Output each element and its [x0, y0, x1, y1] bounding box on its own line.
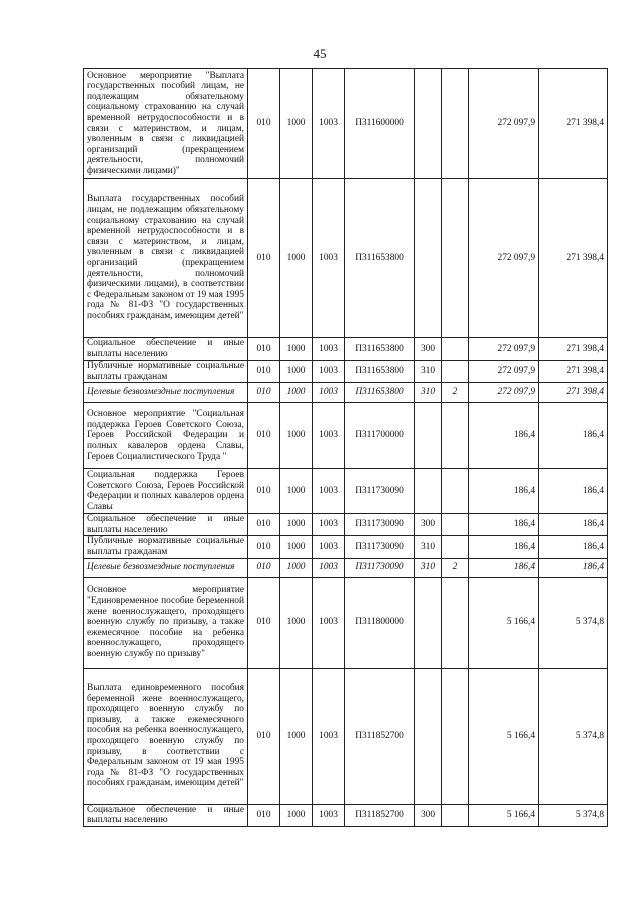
cell-section-code: 1000 [280, 469, 313, 514]
cell-expense-type [415, 179, 442, 338]
cell-target-article: П311800000 [345, 577, 415, 668]
cell-name: Социальная поддержка Героев Советского Союза, Героев Российской Федерации и полных кавалеров ордена Славы [84, 469, 248, 514]
cell-subsection-code: 1003 [313, 804, 345, 826]
cell-target-article: П311730090 [345, 514, 415, 536]
cell-target-article: П311852700 [345, 804, 415, 826]
cell-funding-source [442, 361, 469, 383]
cell-amount-first-year: 5 166,4 [469, 577, 539, 668]
cell-target-article: П311653800 [345, 338, 415, 361]
cell-target-article: П311700000 [345, 403, 415, 469]
cell-ministry-code: 010 [248, 69, 280, 179]
cell-name: Социальное обеспечение и иные выплаты населению [84, 804, 248, 826]
cell-name: Выплата государственных пособий лицам, не подлежащим обязательному социальному страхованию на случай временной нетрудоспособности и в связи с материнством, и лицам, уволенным в связи с ликвидацией организаций (прекращением деятельности, полномочий физическими лицами), в соответствии с Федеральным законом от 19 мая 1995 года № 81-ФЗ "О государственных пособиях гражданам, имеющим детей" [84, 179, 248, 338]
cell-ministry-code: 010 [248, 469, 280, 514]
cell-section-code: 1000 [280, 577, 313, 668]
cell-subsection-code: 1003 [313, 361, 345, 383]
cell-funding-source [442, 514, 469, 536]
cell-funding-source [442, 577, 469, 668]
cell-amount-second-year: 271 398,4 [539, 383, 608, 403]
cell-funding-source [442, 69, 469, 179]
cell-amount-first-year: 5 166,4 [469, 668, 539, 804]
cell-section-code: 1000 [280, 383, 313, 403]
cell-target-article: П311730090 [345, 536, 415, 558]
cell-amount-second-year: 271 398,4 [539, 69, 608, 179]
cell-name: Основное мероприятие "Выплата государственных пособий лицам, не подлежащим обязательному социальному страхованию на случай временной нетрудоспособности и в связи с материнством, и лицам, уволенным в связи с ликвидацией организаций (прекращением деятельности, полномочий физическими лицами)" [84, 69, 248, 179]
cell-section-code: 1000 [280, 338, 313, 361]
table-row [84, 514, 608, 536]
cell-expense-type [415, 469, 442, 514]
cell-expense-type: 300 [415, 804, 442, 826]
cell-subsection-code: 1003 [313, 179, 345, 338]
cell-amount-first-year: 272 097,9 [469, 179, 539, 338]
cell-section-code: 1000 [280, 514, 313, 536]
cell-amount-first-year: 186,4 [469, 403, 539, 469]
cell-expense-type: 310 [415, 536, 442, 558]
cell-ministry-code: 010 [248, 804, 280, 826]
table-row [84, 804, 608, 826]
cell-funding-source: 2 [442, 558, 469, 577]
cell-target-article: П311653800 [345, 361, 415, 383]
cell-name: Публичные нормативные социальные выплаты гражданам [84, 536, 248, 558]
cell-amount-first-year: 272 097,9 [469, 361, 539, 383]
table-row [84, 403, 608, 469]
cell-section-code: 1000 [280, 668, 313, 804]
cell-section-code: 1000 [280, 69, 313, 179]
table-row [84, 179, 608, 338]
cell-ministry-code: 010 [248, 558, 280, 577]
cell-ministry-code: 010 [248, 179, 280, 338]
cell-name: Социальное обеспечение и иные выплаты населению [84, 514, 248, 536]
cell-name: Целевые безвозмездные поступления [84, 383, 248, 403]
cell-name: Публичные нормативные социальные выплаты гражданам [84, 361, 248, 383]
cell-amount-first-year: 186,4 [469, 558, 539, 577]
cell-subsection-code: 1003 [313, 469, 345, 514]
cell-amount-second-year: 271 398,4 [539, 179, 608, 338]
cell-expense-type: 310 [415, 383, 442, 403]
cell-funding-source [442, 338, 469, 361]
cell-amount-second-year: 186,4 [539, 469, 608, 514]
table-row [84, 361, 608, 383]
cell-subsection-code: 1003 [313, 338, 345, 361]
table-row [84, 668, 608, 804]
cell-amount-first-year: 186,4 [469, 514, 539, 536]
table-row [84, 469, 608, 514]
cell-ministry-code: 010 [248, 361, 280, 383]
cell-ministry-code: 010 [248, 536, 280, 558]
cell-expense-type: 300 [415, 338, 442, 361]
cell-amount-first-year: 186,4 [469, 469, 539, 514]
cell-subsection-code: 1003 [313, 577, 345, 668]
cell-amount-second-year: 186,4 [539, 403, 608, 469]
cell-amount-first-year: 272 097,9 [469, 338, 539, 361]
cell-funding-source [442, 403, 469, 469]
cell-subsection-code: 1003 [313, 668, 345, 804]
cell-target-article: П311653800 [345, 179, 415, 338]
cell-target-article: П311730090 [345, 469, 415, 514]
cell-amount-first-year: 5 166,4 [469, 804, 539, 826]
cell-amount-first-year: 272 097,9 [469, 383, 539, 403]
cell-subsection-code: 1003 [313, 514, 345, 536]
cell-section-code: 1000 [280, 558, 313, 577]
cell-amount-second-year: 5 374,8 [539, 668, 608, 804]
cell-ministry-code: 010 [248, 577, 280, 668]
cell-name: Целевые безвозмездные поступления [84, 558, 248, 577]
cell-amount-second-year: 5 374,8 [539, 804, 608, 826]
table-row [84, 69, 608, 179]
table-row [84, 536, 608, 558]
cell-target-article: П311600000 [345, 69, 415, 179]
table-row [84, 577, 608, 668]
cell-amount-second-year: 271 398,4 [539, 338, 608, 361]
cell-funding-source [442, 469, 469, 514]
table-row [84, 338, 608, 361]
cell-expense-type [415, 668, 442, 804]
table-row [84, 383, 608, 403]
cell-name: Основное мероприятие "Социальная поддержка Героев Советского Союза, Героев Российской Федерации и полных кавалеров ордена Славы, Героев Социалистического Труда " [84, 403, 248, 469]
cell-subsection-code: 1003 [313, 558, 345, 577]
cell-target-article: П311852700 [345, 668, 415, 804]
cell-section-code: 1000 [280, 536, 313, 558]
table-row [84, 558, 608, 577]
cell-ministry-code: 010 [248, 383, 280, 403]
cell-subsection-code: 1003 [313, 383, 345, 403]
cell-ministry-code: 010 [248, 514, 280, 536]
cell-target-article: П311730090 [345, 558, 415, 577]
cell-funding-source [442, 536, 469, 558]
cell-target-article: П311653800 [345, 383, 415, 403]
cell-amount-second-year: 186,4 [539, 558, 608, 577]
cell-subsection-code: 1003 [313, 69, 345, 179]
cell-name: Выплата единовременного пособия беременной жене военнослужащего, проходящего военную службу по призыву, а также ежемесячного пособия на ребенка военнослужащего, проходящего военную службу по призыву, в соответствии с Федеральным законом от 19 мая 1995 года № 81-ФЗ "О государственных пособиях гражданам, имеющим детей" [84, 668, 248, 804]
cell-funding-source [442, 179, 469, 338]
cell-section-code: 1000 [280, 361, 313, 383]
cell-amount-first-year: 186,4 [469, 536, 539, 558]
cell-expense-type [415, 69, 442, 179]
cell-ministry-code: 010 [248, 338, 280, 361]
cell-expense-type: 310 [415, 361, 442, 383]
page-number: 45 [313, 46, 327, 61]
cell-subsection-code: 1003 [313, 536, 345, 558]
cell-funding-source [442, 668, 469, 804]
cell-name: Основное мероприятие "Единовременное пособие беременной жене военнослужащего, проходящего военную службу по призыву, а также ежемесячное пособие на ребенка военнослужащего, проходящего военную службу по призыву" [84, 577, 248, 668]
cell-ministry-code: 010 [248, 403, 280, 469]
cell-subsection-code: 1003 [313, 403, 345, 469]
cell-funding-source: 2 [442, 383, 469, 403]
cell-amount-second-year: 186,4 [539, 536, 608, 558]
cell-amount-first-year: 272 097,9 [469, 69, 539, 179]
cell-section-code: 1000 [280, 179, 313, 338]
cell-expense-type [415, 577, 442, 668]
cell-name: Социальное обеспечение и иные выплаты населению [84, 338, 248, 361]
cell-section-code: 1000 [280, 403, 313, 469]
cell-expense-type: 300 [415, 514, 442, 536]
cell-amount-second-year: 271 398,4 [539, 361, 608, 383]
cell-amount-second-year: 5 374,8 [539, 577, 608, 668]
cell-expense-type: 310 [415, 558, 442, 577]
cell-expense-type [415, 403, 442, 469]
cell-ministry-code: 010 [248, 668, 280, 804]
budget-table [83, 68, 608, 827]
cell-section-code: 1000 [280, 804, 313, 826]
cell-amount-second-year: 186,4 [539, 514, 608, 536]
cell-funding-source [442, 804, 469, 826]
